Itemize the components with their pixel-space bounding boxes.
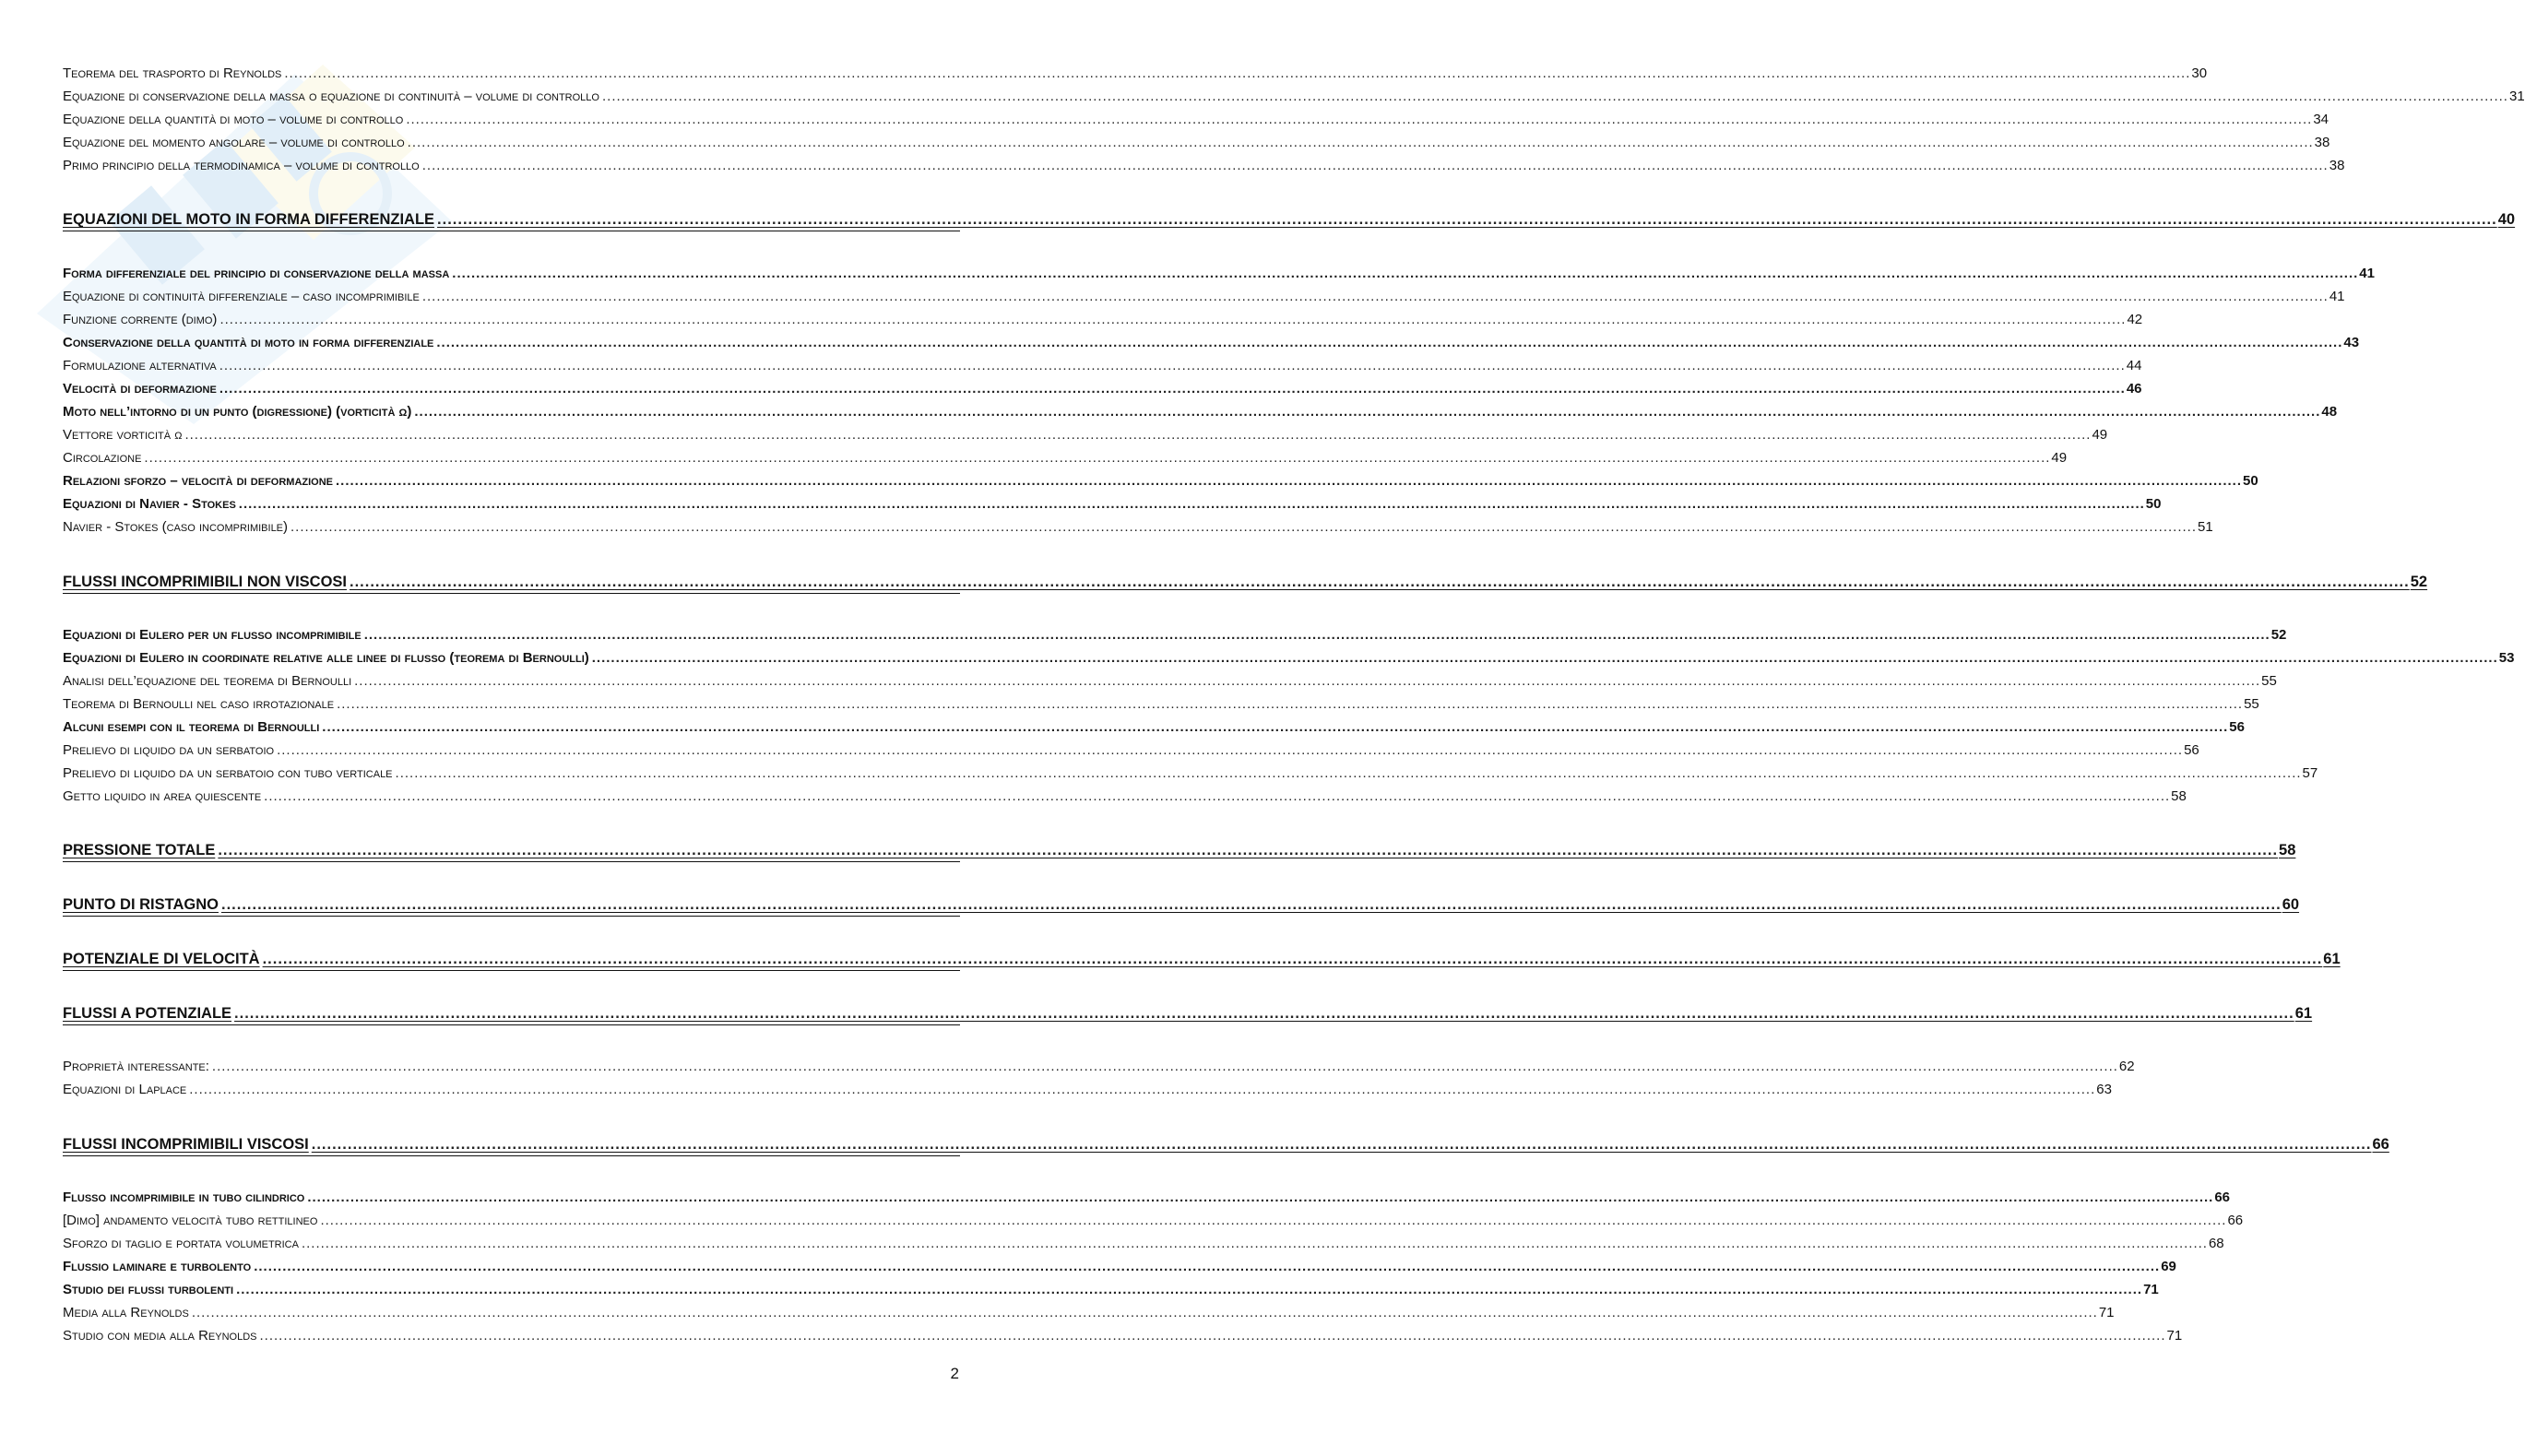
toc-chapter[interactable] <box>63 1004 2313 1025</box>
toc-entry[interactable] <box>63 1304 2115 1322</box>
toc-leader-dots: ................................................................................................................................................................................................................................................................................................................................................................................................................ <box>290 519 2198 535</box>
toc-leader-dots: ................................................................................................................................................................................................................................................................................................................................................................................................................ <box>395 765 2302 781</box>
toc-entry-title: FLUSSI INCOMPRIMIBILI VISCOSI <box>63 1136 309 1153</box>
toc-entry[interactable] <box>63 672 2277 691</box>
toc-entry-page: 60 <box>2282 896 2300 913</box>
toc-entry-page: 43 <box>2343 335 2360 350</box>
toc-entry-page: 57 <box>2302 765 2318 781</box>
toc-chapter[interactable] <box>63 895 2300 917</box>
toc-leader-dots: ................................................................................................................................................................................................................................................................................................................................................................................................................ <box>264 788 2171 804</box>
toc-entry[interactable] <box>63 380 2142 398</box>
toc-entry-title: Equazione del momento angolare – volume di controllo <box>63 135 405 150</box>
toc-entry-title: Conservazione della quantità di moto in forma differenziale <box>63 335 434 350</box>
toc-entry-title: Analisi dell’equazione del teorema di Bernoulli <box>63 673 352 689</box>
toc-entry[interactable] <box>63 787 2187 806</box>
toc-entry-page: 71 <box>2166 1328 2183 1344</box>
toc-entry[interactable] <box>63 1258 2176 1276</box>
toc-entry-page: 49 <box>2092 427 2108 443</box>
toc-entry-title: Media alla Reynolds <box>63 1305 189 1320</box>
toc-entry-title: Equazioni di Eulero in coordinate relative alle linee di flusso (teorema di Bernoulli) <box>63 650 589 666</box>
toc-entry-page: 41 <box>2329 289 2345 304</box>
toc-entry-page: 40 <box>2497 211 2516 228</box>
toc-leader-dots: ................................................................................................................................................................................................................................................................................................................................................................................................................ <box>220 896 2282 913</box>
toc-entry-title: Teorema di Bernoulli nel caso irrotazionale <box>63 696 335 712</box>
toc-entry-page: 30 <box>2191 65 2208 81</box>
toc-entry-title: Moto nell’intorno di un punto (digressione) (vorticità ω) <box>63 404 412 420</box>
toc-entry-title: Forma differenziale del principio di conservazione della massa <box>63 266 450 281</box>
toc-entry[interactable] <box>63 157 2345 175</box>
toc-entry-title: Prelievo di liquido da un serbatoio <box>63 742 275 758</box>
toc-entry-page: 42 <box>2127 312 2143 327</box>
toc-leader-dots: ................................................................................................................................................................................................................................................................................................................................................................................................................ <box>337 696 2244 712</box>
toc-entry-page: 56 <box>2229 719 2245 735</box>
toc-entry-page: 55 <box>2261 673 2277 689</box>
toc-leader-dots: ................................................................................................................................................................................................................................................................................................................................................................................................................ <box>336 473 2243 489</box>
toc-leader-dots: ................................................................................................................................................................................................................................................................................................................................................................................................................ <box>437 211 2497 228</box>
toc-leader-dots: ................................................................................................................................................................................................................................................................................................................................................................................................................ <box>407 135 2314 150</box>
toc-entry-page: 56 <box>2184 742 2199 758</box>
toc-entry-title: Flusso incomprimibile in tubo cilindrico <box>63 1190 305 1205</box>
toc-leader-dots: ................................................................................................................................................................................................................................................................................................................................................................................................................ <box>218 842 2279 858</box>
toc-entry-title: Proprietà interessante: <box>63 1059 209 1074</box>
toc-leader-dots: ................................................................................................................................................................................................................................................................................................................................................................................................................ <box>144 450 2051 466</box>
toc-leader-dots: ................................................................................................................................................................................................................................................................................................................................................................................................................ <box>354 673 2261 689</box>
toc-leader-dots: ................................................................................................................................................................................................................................................................................................................................................................................................................ <box>320 1213 2227 1228</box>
toc-entry[interactable] <box>63 1327 2183 1345</box>
toc-entry-title: Equazione della quantità di moto – volume di controllo <box>63 112 404 127</box>
toc-entry-page: 71 <box>2143 1282 2159 1297</box>
toc-entry-title: Equazioni di Laplace <box>63 1082 187 1097</box>
toc-entry[interactable] <box>63 311 2143 329</box>
toc-entry[interactable] <box>63 65 2208 83</box>
toc-entry-page: 55 <box>2244 696 2259 712</box>
toc-entry-title: Circolazione <box>63 450 142 466</box>
page-number: 2 <box>950 1365 959 1382</box>
toc-entry-title: Getto liquido in area quiescente <box>63 788 262 804</box>
toc-entry[interactable] <box>63 88 2525 106</box>
toc-entry-title: Flussio laminare e turbolento <box>63 1259 252 1274</box>
toc-entry[interactable] <box>63 718 2245 737</box>
toc-entry-title: Studio dei flussi turbolenti <box>63 1282 234 1297</box>
toc-entry-title: FLUSSI A POTENZIALE <box>63 1005 232 1022</box>
toc-entry-page: 66 <box>2214 1190 2231 1205</box>
toc-entry[interactable] <box>63 288 2345 306</box>
toc-entry-title: Equazione di continuità differenziale – caso incomprimibile <box>63 289 420 304</box>
toc-entry-page: 66 <box>2227 1213 2244 1228</box>
toc-leader-dots: ................................................................................................................................................................................................................................................................................................................................................................................................................ <box>259 1328 2166 1344</box>
toc-entry-title: Primo principio della termodinamica – volume di controllo <box>63 158 420 173</box>
toc-entry-title: Navier - Stokes (caso incomprimibile) <box>63 519 289 535</box>
toc-leader-dots: ................................................................................................................................................................................................................................................................................................................................................................................................................ <box>262 951 2323 967</box>
toc-leader-dots: ................................................................................................................................................................................................................................................................................................................................................................................................................ <box>311 1136 2372 1153</box>
toc-entry-page: 34 <box>2313 112 2329 127</box>
toc-entry[interactable] <box>63 1058 2135 1076</box>
toc-leader-dots: ................................................................................................................................................................................................................................................................................................................................................................................................................ <box>301 1236 2208 1251</box>
toc-entry-page: 31 <box>2508 89 2525 104</box>
toc-entry-title: Equazione di conservazione della massa o equazione di continuità – volume di controllo <box>63 89 599 104</box>
toc-entry[interactable] <box>63 1281 2159 1299</box>
toc-entry-title: [Dimo] andamento velocità tubo rettilineo <box>63 1213 318 1228</box>
toc-leader-dots: ................................................................................................................................................................................................................................................................................................................................................................................................................ <box>591 650 2498 666</box>
toc-entry[interactable] <box>63 449 2068 468</box>
toc-leader-dots: ................................................................................................................................................................................................................................................................................................................................................................................................................ <box>284 65 2191 81</box>
toc-entry[interactable] <box>63 649 2515 668</box>
toc-entry[interactable] <box>63 357 2142 375</box>
toc-leader-dots: ................................................................................................................................................................................................................................................................................................................................................................................................................ <box>236 1282 2143 1297</box>
toc-entry-title: Relazioni sforzo – velocità di deformazione <box>63 473 334 489</box>
toc-entry[interactable] <box>63 626 2287 645</box>
toc-leader-dots: ................................................................................................................................................................................................................................................................................................................................................................................................................ <box>219 358 2126 373</box>
toc-entry-title: Sforzo di taglio e portata volumetrica <box>63 1236 299 1251</box>
toc-leader-dots: ................................................................................................................................................................................................................................................................................................................................................................................................................ <box>307 1190 2214 1205</box>
toc-leader-dots: ................................................................................................................................................................................................................................................................................................................................................................................................................ <box>414 404 2321 420</box>
toc-chapter[interactable] <box>63 950 2341 971</box>
toc-leader-dots: ................................................................................................................................................................................................................................................................................................................................................................................................................ <box>238 496 2145 512</box>
toc-leader-dots: ................................................................................................................................................................................................................................................................................................................................................................................................................ <box>421 158 2329 173</box>
toc-entry[interactable] <box>63 403 2338 421</box>
toc-entry-page: 52 <box>2270 627 2287 643</box>
toc-leader-dots: ................................................................................................................................................................................................................................................................................................................................................................................................................ <box>350 574 2410 590</box>
toc-entry-page: 51 <box>2198 519 2213 535</box>
toc-entry-page: 38 <box>2314 135 2330 150</box>
toc-entry-title: POTENZIALE DI VELOCITÀ <box>63 951 260 967</box>
toc-entry[interactable] <box>63 741 2199 760</box>
toc-entry-page: 66 <box>2372 1136 2389 1153</box>
toc-chapter[interactable] <box>63 573 2428 594</box>
toc-entry[interactable] <box>63 134 2330 152</box>
toc-entry-page: 63 <box>2096 1082 2112 1097</box>
toc-leader-dots: ................................................................................................................................................................................................................................................................................................................................................................................................................ <box>189 1082 2096 1097</box>
toc-entry[interactable] <box>63 265 2375 283</box>
toc-leader-dots: ................................................................................................................................................................................................................................................................................................................................................................................................................ <box>219 381 2126 397</box>
toc-entry-title: Alcuni esempi con il teorema di Bernoulli <box>63 719 320 735</box>
toc-entry-page: 38 <box>2329 158 2345 173</box>
toc-leader-dots: ................................................................................................................................................................................................................................................................................................................................................................................................................ <box>219 312 2127 327</box>
toc-entry-title: PUNTO DI RISTAGNO <box>63 896 219 913</box>
toc-entry-title: Vettore vorticità ω <box>63 427 183 443</box>
toc-entry-title: Funzione corrente (dimo) <box>63 312 218 327</box>
toc-entry-page: 50 <box>2243 473 2258 489</box>
toc-entry[interactable] <box>63 1189 2231 1207</box>
toc-entry[interactable] <box>63 1212 2244 1230</box>
toc-entry-page: 58 <box>2279 842 2296 858</box>
toc-entry-page: 68 <box>2208 1236 2224 1251</box>
toc-entry-title: Equazioni di Eulero per un flusso incomprimibile <box>63 627 362 643</box>
toc-entry[interactable] <box>63 495 2162 514</box>
toc-entry-page: 69 <box>2161 1259 2176 1274</box>
toc-entry-page: 61 <box>2323 951 2341 967</box>
toc-entry[interactable] <box>63 764 2318 783</box>
toc-chapter[interactable] <box>63 210 2516 231</box>
toc-leader-dots: ................................................................................................................................................................................................................................................................................................................................................................................................................ <box>277 742 2184 758</box>
toc-entry-title: Prelievo di liquido da un serbatoio con tubo verticale <box>63 765 393 781</box>
toc-leader-dots: ................................................................................................................................................................................................................................................................................................................................................................................................................ <box>436 335 2343 350</box>
toc-entry-page: 62 <box>2118 1059 2135 1074</box>
toc-entry[interactable] <box>63 1081 2112 1099</box>
toc-entry[interactable] <box>63 695 2259 714</box>
toc-entry-page: 49 <box>2051 450 2068 466</box>
toc-entry-page: 50 <box>2145 496 2162 512</box>
toc-leader-dots: ................................................................................................................................................................................................................................................................................................................................................................................................................ <box>363 627 2270 643</box>
toc-leader-dots: ................................................................................................................................................................................................................................................................................................................................................................................................................ <box>184 427 2092 443</box>
toc-entry-page: 71 <box>2098 1305 2115 1320</box>
toc-leader-dots: ................................................................................................................................................................................................................................................................................................................................................................................................................ <box>601 89 2508 104</box>
toc-entry[interactable] <box>63 111 2329 129</box>
toc-chapter[interactable] <box>63 841 2296 862</box>
toc-entry-title: Studio con media alla Reynolds <box>63 1328 257 1344</box>
toc-entry[interactable] <box>63 1235 2224 1253</box>
toc-entry[interactable] <box>63 334 2360 352</box>
toc-entry[interactable] <box>63 426 2108 444</box>
toc-leader-dots: ................................................................................................................................................................................................................................................................................................................................................................................................................ <box>452 266 2359 281</box>
toc-chapter[interactable] <box>63 1135 2389 1156</box>
toc-entry-title: Velocità di deformazione <box>63 381 217 397</box>
toc-entry-page: 44 <box>2126 358 2142 373</box>
toc-entry-page: 53 <box>2498 650 2515 666</box>
toc-entry-title: FLUSSI INCOMPRIMIBILI NON VISCOSI <box>63 574 348 590</box>
toc-entry-page: 61 <box>2294 1005 2313 1022</box>
toc-entry-page: 46 <box>2126 381 2142 397</box>
toc-entry[interactable] <box>63 472 2258 491</box>
toc-leader-dots: ................................................................................................................................................................................................................................................................................................................................................................................................................ <box>191 1305 2098 1320</box>
toc-leader-dots: ................................................................................................................................................................................................................................................................................................................................................................................................................ <box>234 1005 2294 1022</box>
toc-leader-dots: ................................................................................................................................................................................................................................................................................................................................................................................................................ <box>322 719 2229 735</box>
toc-leader-dots: ................................................................................................................................................................................................................................................................................................................................................................................................................ <box>406 112 2313 127</box>
toc-entry-page: 58 <box>2171 788 2187 804</box>
toc-entry-title: EQUAZIONI DEL MOTO IN FORMA DIFFERENZIALE <box>63 211 435 228</box>
toc-entry-title: Equazioni di Navier - Stokes <box>63 496 236 512</box>
toc-entry-title: Teorema del trasporto di Reynolds <box>63 65 282 81</box>
toc-entry-title: PRESSIONE TOTALE <box>63 842 216 858</box>
toc-entry[interactable] <box>63 518 2213 537</box>
toc-entry-page: 52 <box>2410 574 2428 590</box>
toc-leader-dots: ................................................................................................................................................................................................................................................................................................................................................................................................................ <box>211 1059 2118 1074</box>
toc-entry-title: Formulazione alternativa <box>63 358 217 373</box>
toc-entry-page: 48 <box>2321 404 2338 420</box>
toc-entry-page: 41 <box>2359 266 2375 281</box>
toc-leader-dots: ................................................................................................................................................................................................................................................................................................................................................................................................................ <box>421 289 2329 304</box>
toc-leader-dots: ................................................................................................................................................................................................................................................................................................................................................................................................................ <box>254 1259 2161 1274</box>
